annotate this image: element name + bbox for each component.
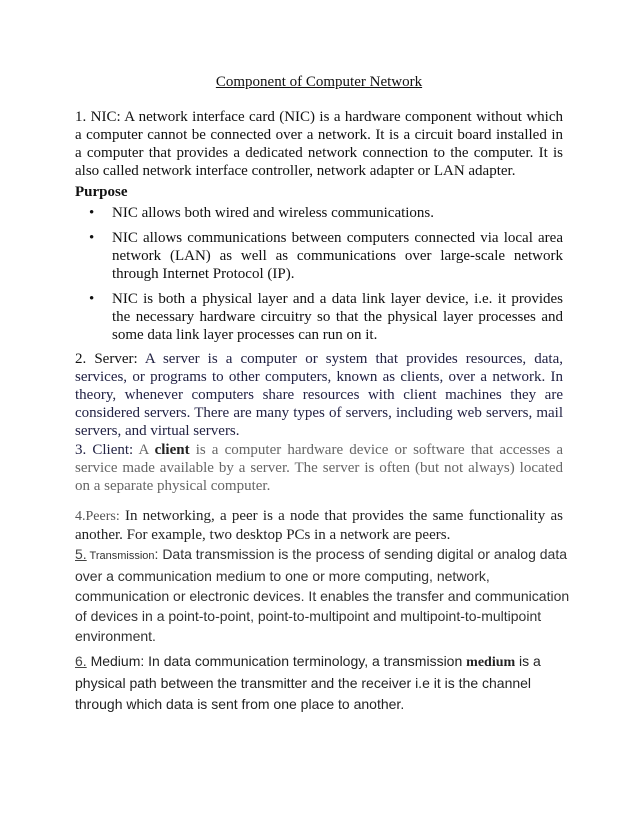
list-item [75,290,563,344]
client-text: is a computer hardware device or software that accesses a service made available by a server. The server is often (but not always) located on a separate physical computer. [75,442,563,494]
bullet-text: NIC allows communications between computers connected via local area network (LAN) as well as communications over large-scale network through Internet Protocol (IP). [112,230,563,282]
server-paragraph [75,350,563,440]
medium-bold-term: medium [466,655,516,670]
bullet-icon: • [89,291,95,307]
server-text: A server is a computer or system that provides resources, data, services, or programs to other computers, known as clients, over a network. In theory, whenever computers share resources with client machines they are considered servers. There are many types of servers, including web servers, mail servers, and virtual servers. [75,351,563,439]
transmission-text: : Data transmission is the process of sending digital or analog data over a communication medium to one or more computing, network, communication or electronic devices. It enables the transfer and communication of devices in a point-to-point, point-to-multipoint and multipoint-to-multipoint environment. [75,546,570,644]
peers-paragraph [75,507,563,544]
bullet-text: NIC is both a physical layer and a data link layer device, i.e. it provides the necessary hardware circuitry so that the physical layer processes and some data link layer processes can run on it. [112,291,563,343]
peers-label: 4.Peers: [75,509,120,524]
purpose-list [75,204,563,351]
purpose-heading: Purpose [75,184,128,200]
client-paragraph [75,441,563,495]
medium-text: is a physical path between the transmitter and the receiver i.e it is the channel through which data is sent from one place to another. [75,653,541,712]
client-label: 3. Client: [75,442,134,458]
server-label: 2. Server: [75,351,138,367]
bullet-text: NIC allows both wired and wireless communications. [112,205,435,221]
list-item [75,204,563,222]
nic-paragraph: 1. NIC: A network interface card (NIC) is a hardware component without which a computer cannot be connected over a network. It is a circuit board installed in a computer that provides a dedicated network connection to the computer. It is also called network interface controller, network adapter or LAN adapter. [75,109,563,179]
medium-pre: Medium: In data communication terminology, a transmission [86,653,467,669]
transmission-number: 5. [75,546,87,562]
bullet-icon: • [89,230,95,246]
transmission-paragraph [75,544,575,646]
client-pre: A [133,442,155,458]
medium-paragraph [75,651,575,715]
bullet-icon: • [89,205,95,221]
client-bold-term: client [154,442,190,458]
transmission-label: Transmission [86,550,155,562]
medium-number: 6. [75,653,87,669]
list-item [75,229,563,283]
peers-text: In networking, a peer is a node that provides the same functionality as another. For example, two desktop PCs in a network are peers. [75,508,563,543]
page-title: Component of Computer Network [215,74,423,90]
